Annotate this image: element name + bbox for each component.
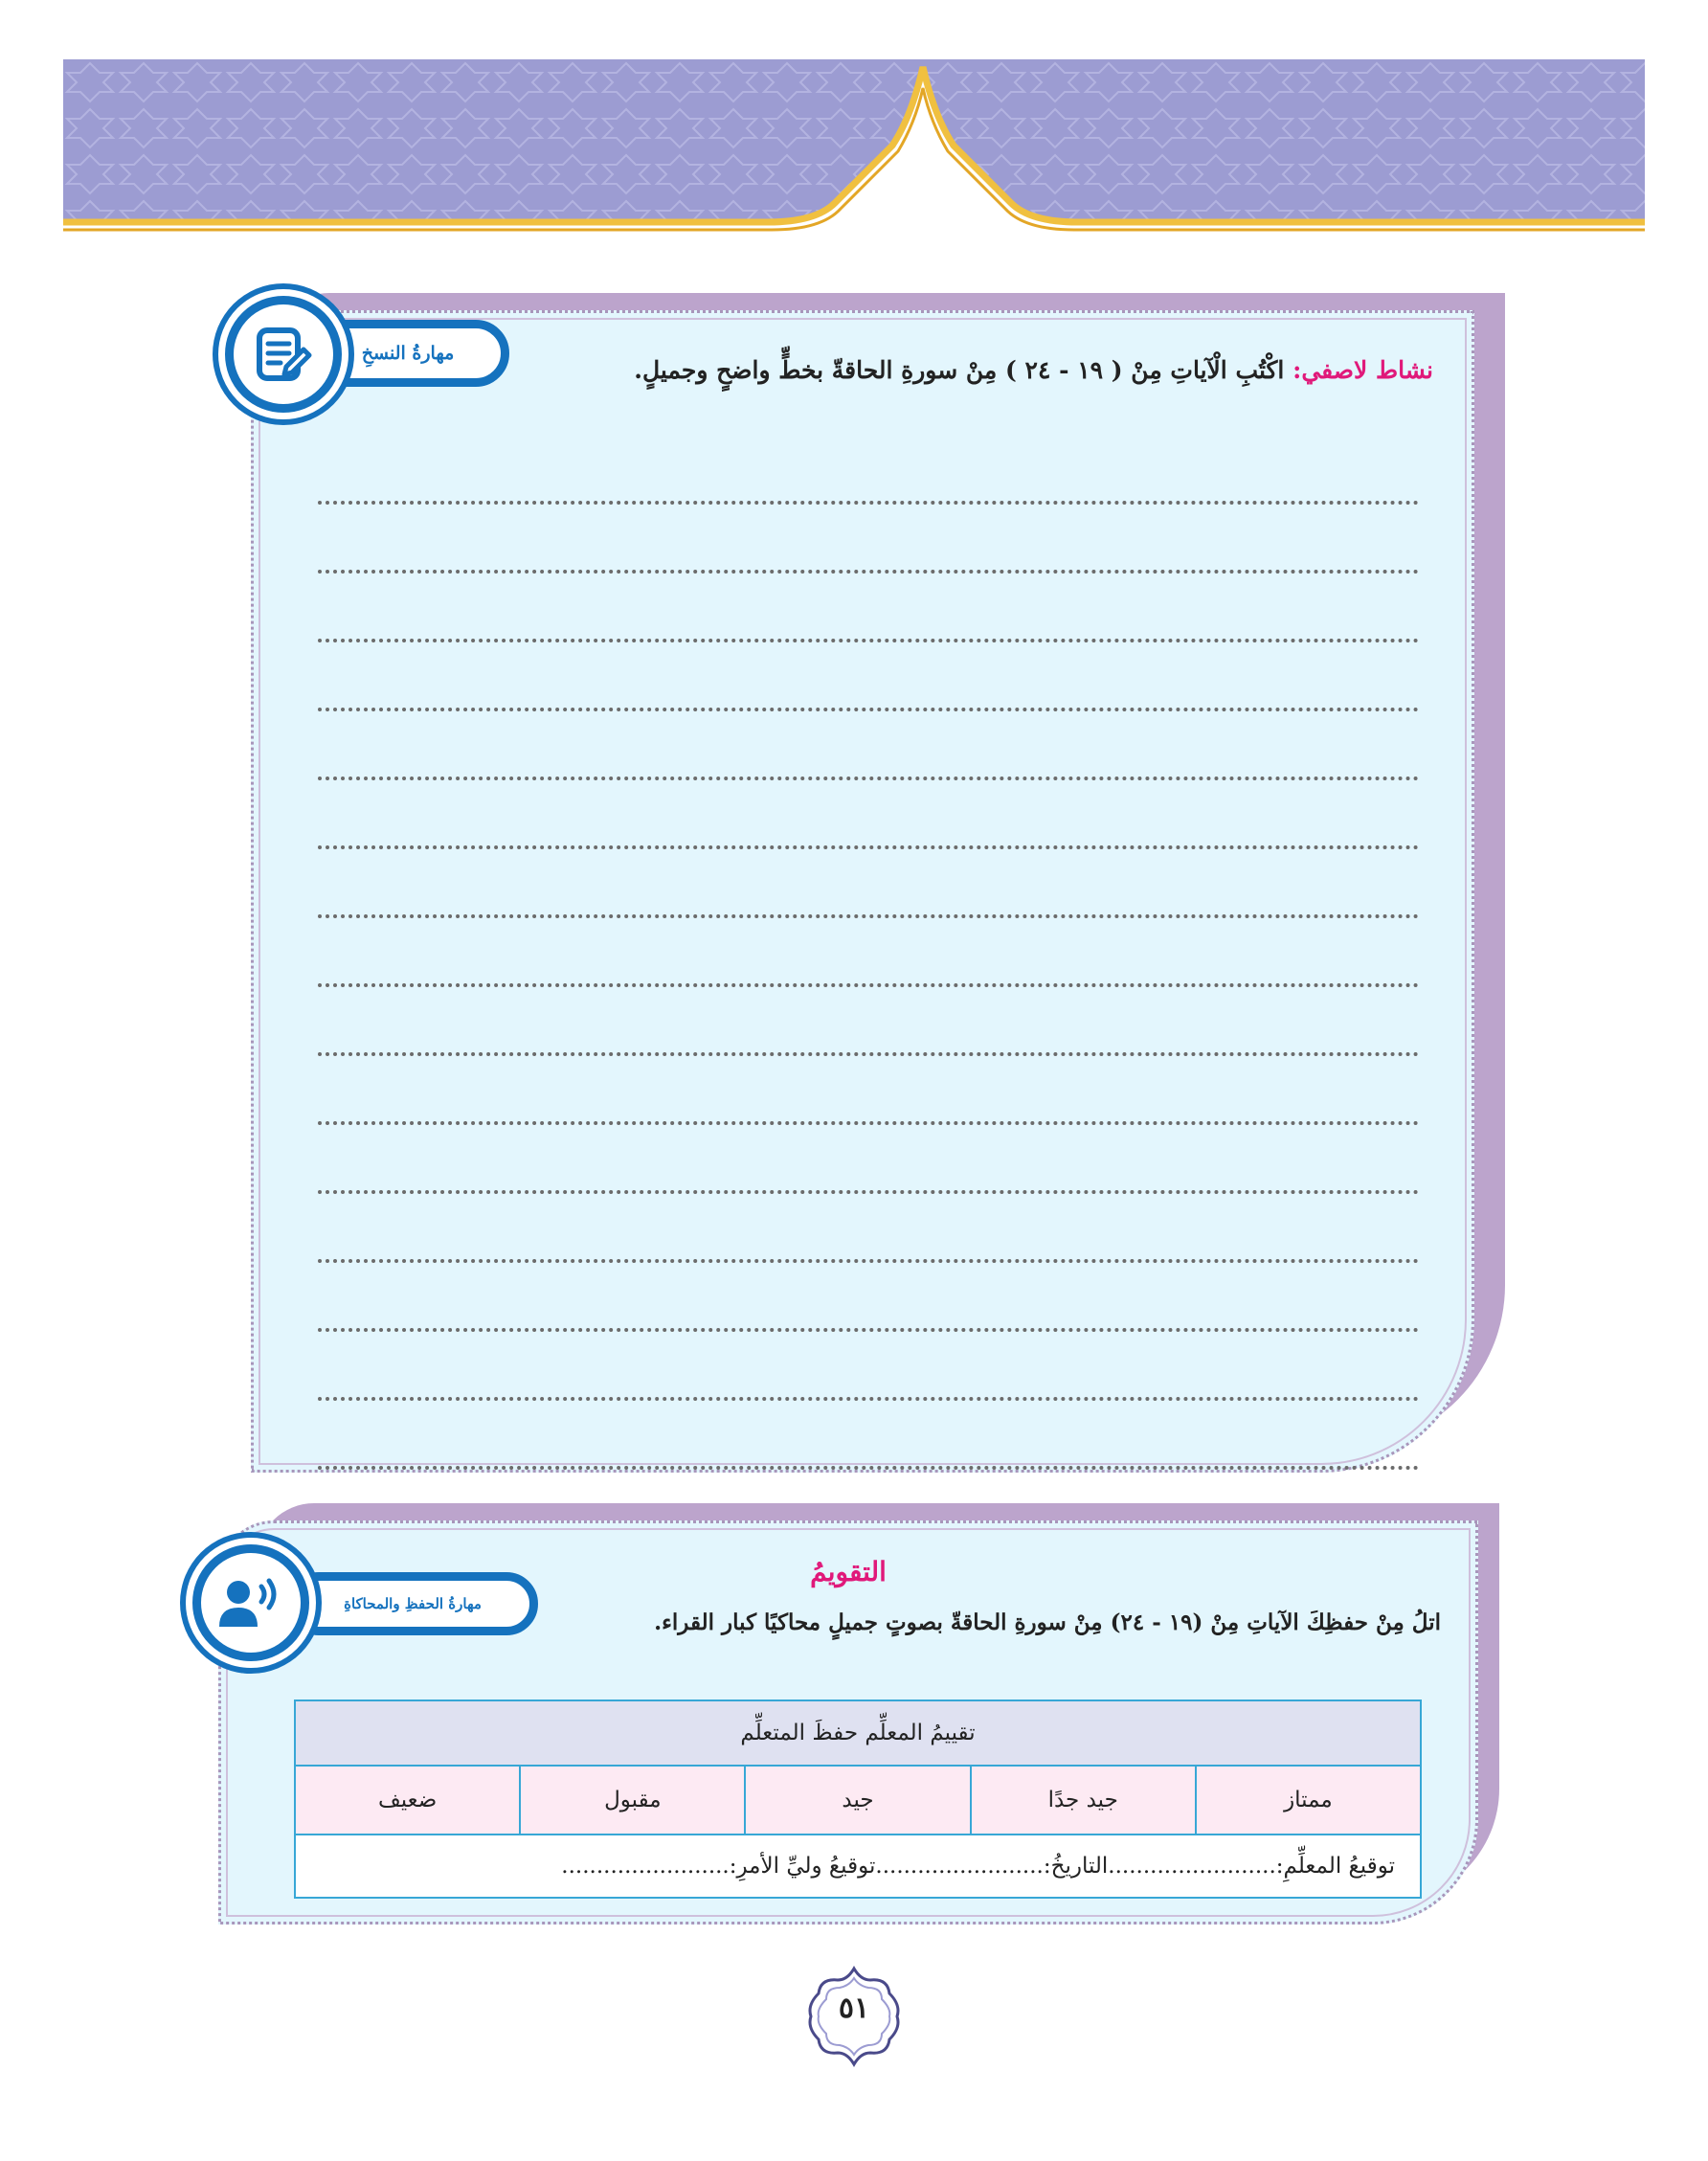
activity-label: نشاط لاصفي: (1292, 356, 1433, 384)
signature-row[interactable]: توقيعُ المعلِّمِ:........................التاريخُ:........................توقيعُ وليِّ الأمرِ:........................ (295, 1835, 1421, 1898)
writing-line[interactable] (318, 780, 1419, 849)
writing-line[interactable] (318, 436, 1419, 505)
header-banner (63, 59, 1645, 234)
writing-line[interactable] (318, 1056, 1419, 1125)
writing-line[interactable] (318, 1401, 1419, 1470)
copying-skill-label: مهارةُ النسخِ (361, 343, 455, 364)
writing-line[interactable] (318, 1125, 1419, 1194)
page-number: ٥١ (838, 1992, 870, 2025)
memorization-skill-badge (180, 1532, 544, 1674)
memorization-skill-label: مهارةُ الحفظِ والمحاكاةِ (344, 1595, 482, 1612)
writing-line[interactable] (318, 711, 1419, 780)
writing-line[interactable] (318, 642, 1419, 711)
copying-skill-circle (218, 289, 348, 419)
grade-good[interactable]: جيد (745, 1766, 970, 1835)
evaluation-table-header: تقييمُ المعلِّم حفظَ المتعلِّم (295, 1700, 1421, 1766)
activity-heading (533, 351, 1433, 390)
memorization-skill-pill (287, 1572, 538, 1635)
notepad-pen-icon (252, 323, 315, 386)
evaluation-instruction: اتلُ مِنْ حفظِكَ الآياتِ مِنْ (١٩ - ٢٤) مِنْ سورةِ الحاقةّ بصوتٍ جميلٍ محاكيًا كبار القراء. (654, 1609, 1441, 1635)
copying-skill-badge (213, 283, 519, 425)
speaking-person-icon (215, 1571, 286, 1634)
grade-acceptable[interactable]: مقبول (520, 1766, 745, 1835)
writing-line[interactable] (318, 849, 1419, 918)
evaluation-table (294, 1700, 1422, 1899)
writing-line[interactable] (318, 1263, 1419, 1332)
activity-card-panel (251, 310, 1474, 1473)
grade-very-good[interactable]: جيد جدًا (971, 1766, 1196, 1835)
evaluation-title: التقويمُ (810, 1556, 887, 1587)
writing-line[interactable] (318, 505, 1419, 574)
grade-weak[interactable]: ضعيف (295, 1766, 520, 1835)
writing-line[interactable] (318, 574, 1419, 642)
grade-excellent[interactable]: ممتاز (1196, 1766, 1421, 1835)
memorization-skill-circle (186, 1538, 316, 1668)
writing-line[interactable] (318, 1194, 1419, 1263)
activity-card (251, 293, 1505, 1473)
writing-line[interactable] (318, 1332, 1419, 1401)
writing-lines[interactable] (318, 436, 1419, 1470)
activity-instruction: اكْتُبِ الْآياتِ مِنْ ( ١٩ - ٢٤ ) مِنْ سورةِ الحاقةّ بخطٍّ واضحٍ وجميلٍ. (634, 356, 1293, 384)
writing-line[interactable] (318, 987, 1419, 1056)
writing-line[interactable] (318, 918, 1419, 987)
